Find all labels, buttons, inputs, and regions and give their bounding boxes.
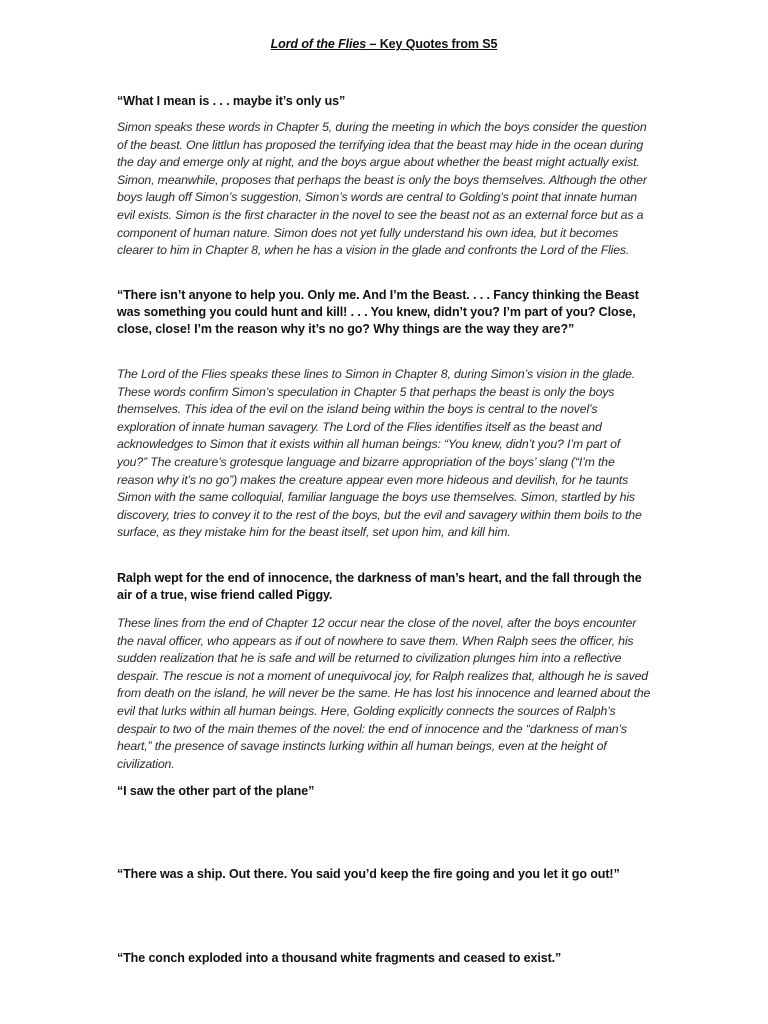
quote-4: “I saw the other part of the plane” bbox=[117, 784, 315, 798]
analysis-1: Simon speaks these words in Chapter 5, during the meeting in which the boys consider the question of the beast. One littlun has proposed the terrifying idea that the beast may hide in the ocean during the day and emerge only at night, and the boys argue about whether the beast might actually exist. Simon, meanwhile, proposes that perhaps the beast is only the boys themselves. Although the other boys laugh off Simon’s suggestion, Simon’s words are central to Golding’s point that innate human evil exists. Simon is the first character in the novel to see the beast not as an external force but as a component of human nature. Simon does not yet fully understand his own idea, but it becomes clearer to him in Chapter 8, when he has a vision in the glade and confronts the Lord of the Flies. bbox=[117, 120, 647, 258]
page-title bbox=[0, 37, 768, 51]
quote-5: “There was a ship. Out there. You said you’d keep the fire going and you let it go out!” bbox=[117, 867, 620, 881]
title-subtitle: – Key Quotes from S5 bbox=[366, 37, 498, 51]
title-book-name: Lord of the Flies bbox=[270, 37, 367, 51]
analysis-3: These lines from the end of Chapter 12 occur near the close of the novel, after the boys encounter the naval officer, who appears as if out of nowhere to save them. When Ralph sees the officer, his sudden realization that he is safe and will be returned to civilization plunges him into a reflective despair. The rescue is not a moment of unequivocal joy, for Ralph realizes that, although he is saved from death on the island, he will never be the same. He has lost his innocence and learned about the evil that lurks within all human beings. Here, Golding explicitly connects the sources of Ralph’s despair to two of the main themes of the novel: the end of innocence and the “darkness of man’s heart,” the presence of savage instincts lurking within all human beings, even at the height of civilization. bbox=[117, 616, 651, 771]
quote-3: Ralph wept for the end of innocence, the darkness of man’s heart, and the fall through the air of a true, wise friend called Piggy. bbox=[117, 571, 642, 602]
analysis-2: The Lord of the Flies speaks these lines to Simon in Chapter 8, during Simon’s vision in the glade. These words confirm Simon’s speculation in Chapter 5 that perhaps the beast is only the boys themselves. This idea of the evil on the island being within the boys is central to the novel’s exploration of innate human savagery. The Lord of the Flies identifies itself as the beast and acknowledges to Simon that it exists within all human beings: “You knew, didn’t you? I’m part of you?” The creature’s grotesque language and bizarre appropriation of the boys’ slang (“I’m the reason why it’s no go”) makes the creature appear even more hideous and devilish, for he taunts Simon with the same colloquial, familiar language the boys use themselves. Simon, startled by his discovery, tries to convey it to the rest of the boys, but the evil and savagery within them boils to the surface, as they mistake him for the beast itself, set upon him, and kill him. bbox=[117, 367, 642, 540]
quote-6: “The conch exploded into a thousand white fragments and ceased to exist.” bbox=[117, 951, 562, 965]
quote-2: “There isn’t anyone to help you. Only me. And I’m the Beast. . . . Fancy thinking the Beast was something you could hunt and kill! . . . You knew, didn’t you? I’m part of you? Close, close, close! I’m the reason why it’s no go? Why things are the way they are?” bbox=[117, 288, 639, 336]
quote-1: “What I mean is . . . maybe it’s only us” bbox=[117, 94, 346, 108]
